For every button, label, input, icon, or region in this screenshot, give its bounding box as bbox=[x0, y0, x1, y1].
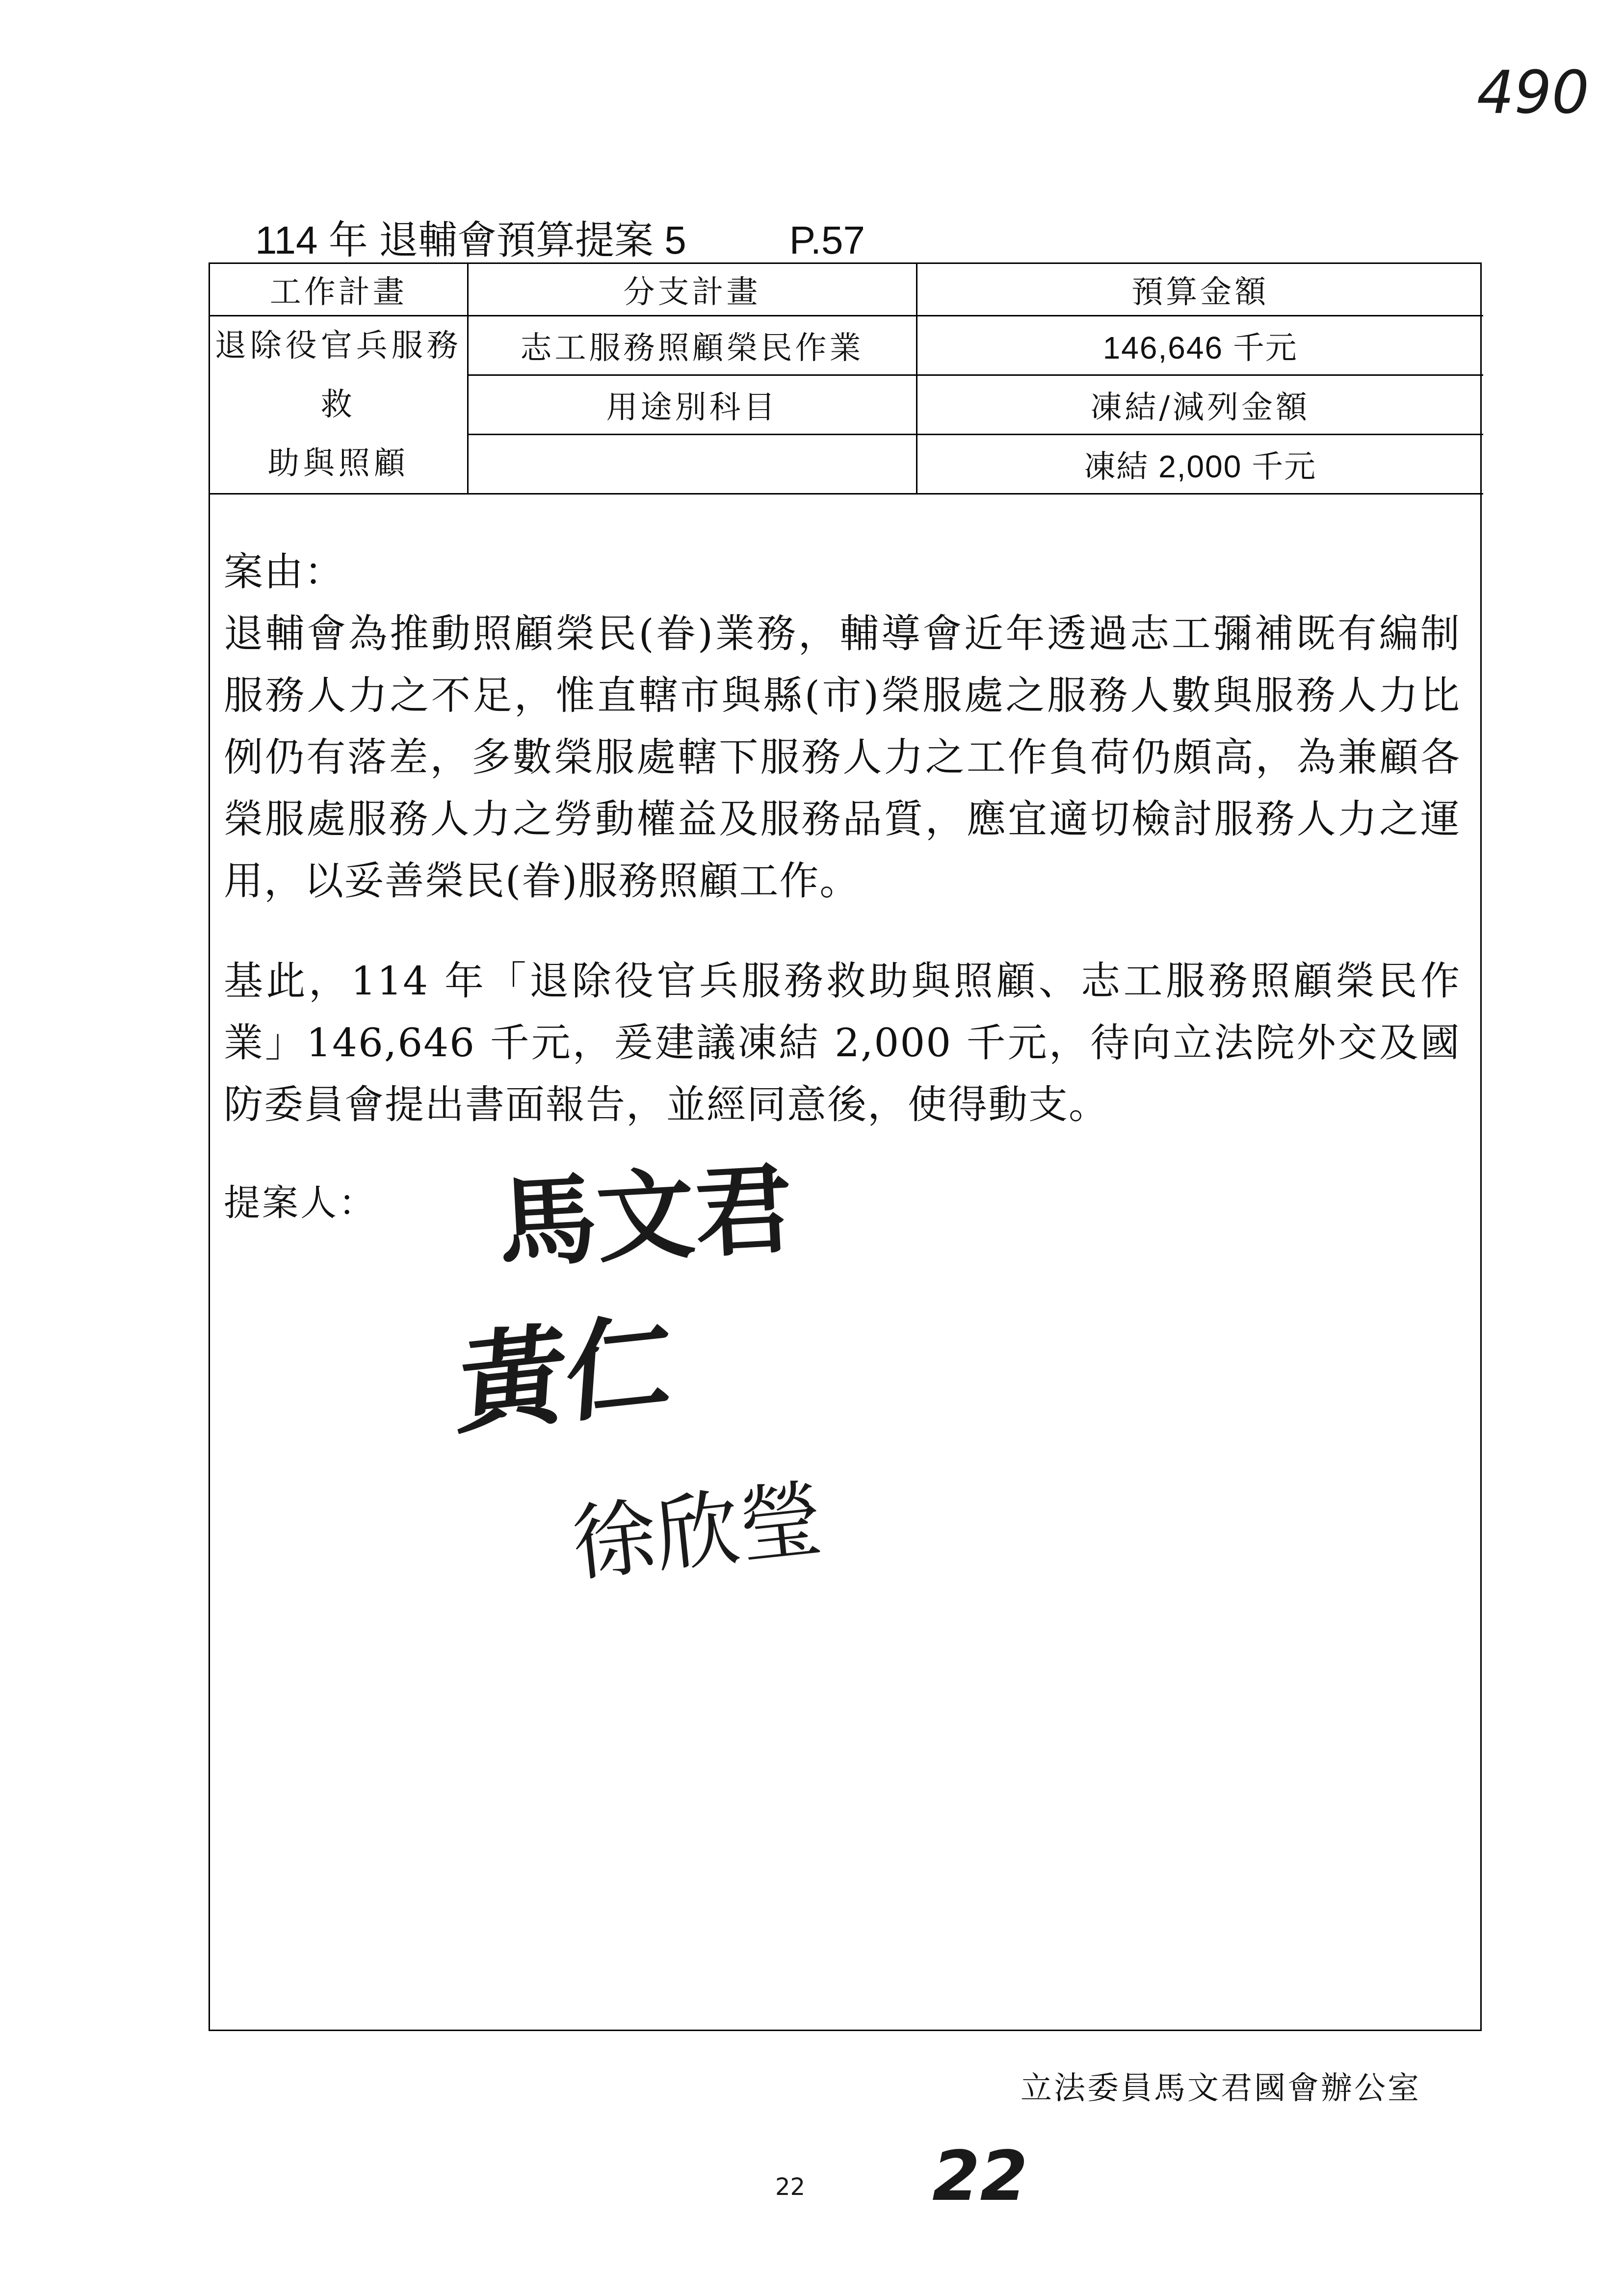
category-value-cell bbox=[468, 435, 917, 494]
page-reference: P.57 bbox=[789, 218, 865, 262]
freeze-label-cell: 凍結/減列金額 bbox=[917, 375, 1483, 435]
work-plan-cell bbox=[210, 316, 468, 494]
signature-3: 徐欣瑩 bbox=[568, 1470, 827, 1594]
header-budget-amount: 預算金額 bbox=[917, 264, 1483, 316]
proposer-label: 提案人： bbox=[224, 1182, 377, 1224]
reason-label: 案由： bbox=[224, 549, 344, 595]
header-work-plan: 工作計畫 bbox=[210, 264, 468, 316]
signature-1: 馬文君 bbox=[496, 1152, 796, 1282]
freeze-value-cell: 凍結 2,000 千元 bbox=[917, 435, 1483, 494]
proposal-title: 114 年 退輔會預算提案 5 bbox=[255, 218, 686, 262]
table-row bbox=[210, 316, 1483, 375]
proposal-content bbox=[210, 541, 1480, 1136]
category-label-cell: 用途別科目 bbox=[468, 375, 917, 435]
header-sub-plan: 分支計畫 bbox=[468, 264, 917, 316]
signature-2: 黃仁 bbox=[454, 1300, 678, 1450]
proposal-frame bbox=[209, 262, 1482, 2031]
sub-plan-cell: 志工服務照顧榮民作業 bbox=[468, 316, 917, 375]
budget-table bbox=[210, 264, 1483, 495]
reason-text: 退輔會為推動照顧榮民(眷)業務，輔導會近年透過志工彌補既有編制服務人力之不足，惟直轄市與縣(市)榮服處之服務人數與服務人力比例仍有落差，多數榮服處轄下服務人力之工作負荷仍頗高，為兼顧各榮服處服務人力之勞動權益及服務品質，應宜適切檢討服務人力之運用，以妥善榮民(眷)服務照顧工作。 bbox=[224, 611, 1461, 904]
proposal-heading bbox=[255, 209, 865, 265]
work-plan-line-1: 退除役官兵服務救 bbox=[214, 328, 462, 423]
conclusion-text: 基此，114 年「退除役官兵服務救助與照顧、志工服務照顧榮民作業」146,646 千元，爰建議凍結 2,000 千元，待向立法院外交及國防委員會提出書面報告，並經同意後，使得動支。 bbox=[224, 958, 1461, 1127]
budget-amount-cell: 146,646 千元 bbox=[917, 316, 1483, 375]
handwritten-mark-small: 22 bbox=[775, 2173, 806, 2201]
handwritten-page-number: 490 bbox=[1477, 59, 1590, 127]
work-plan-line-2: 助與照顧 bbox=[267, 445, 409, 482]
office-footer: 立法委員馬文君國會辦公室 bbox=[1021, 2070, 1421, 2107]
table-header-row bbox=[210, 264, 1483, 316]
handwritten-mark-large: 22 bbox=[932, 2137, 1028, 2217]
